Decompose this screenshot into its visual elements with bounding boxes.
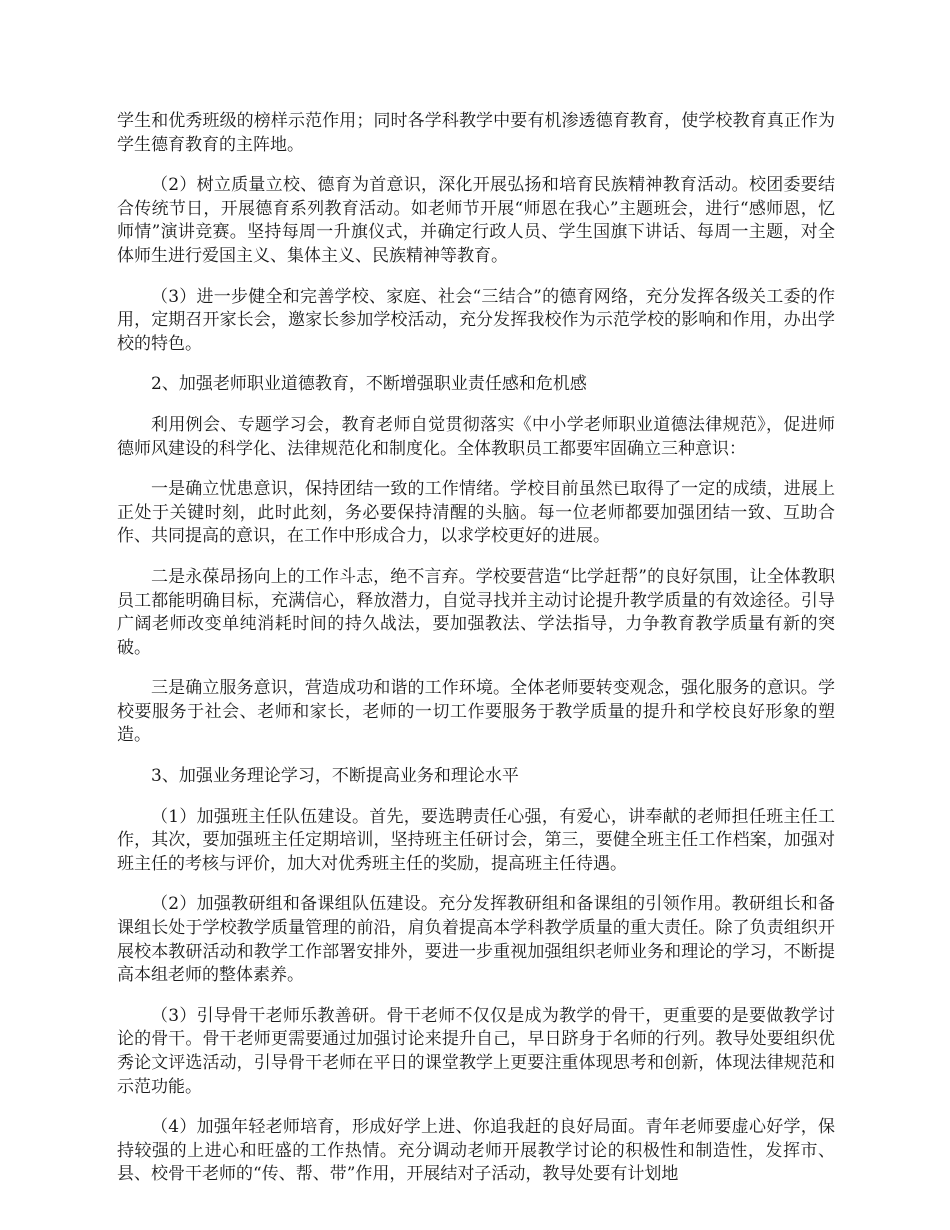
section-heading-2: 2、加强老师职业道德教育，不断增强职业责任感和危机感 bbox=[151, 374, 587, 395]
document-body bbox=[117, 110, 835, 1204]
paragraph-item-3-moral-network: （3）进一步健全和完善学校、家庭、社会“三结合”的德育网络，充分发挥各级关工委的作用，定期召开家长会，邀家长参加学校活动，充分发挥我校作为示范学校的影响和作用，办出学校的特色。 bbox=[117, 286, 835, 354]
paragraph-item-1-head-teachers: （1）加强班主任队伍建设。首先，要选聘责任心强，有爱心，讲奉献的老师担任班主任工作，其次，要加强班主任定期培训，坚持班主任研讨会，第三，要健全班主任工作档案，加强对班主任的考核与评价，加大对优秀班主任的奖励，提高班主任待遇。 bbox=[117, 806, 835, 874]
paragraph-ethics-study: 利用例会、专题学习会，教育老师自觉贯彻落实《中小学老师职业道德法律规范》，促进师德师风建设的科学化、法律规范化和制度化。全体教职员工都要牢固确立三种意识： bbox=[117, 414, 835, 459]
paragraph-item-4-young-teachers: （4）加强年轻老师培育，形成好学上进、你追我赶的良好局面。青年老师要虚心好学，保持较强的上进心和旺盛的工作热情。充分调动老师开展教学讨论的积极性和制造性，发挥市、县、校骨干老师的“传、帮、带”作用，开展结对子活动，教导处要有计划地 bbox=[117, 1117, 835, 1185]
paragraph-continued: 学生和优秀班级的榜样示范作用；同时各学科教学中要有机渗透德育教育，使学校教育真正作为学生德育教育的主阵地。 bbox=[117, 111, 835, 155]
paragraph-item-2-research-groups: （2）加强教研组和备课组队伍建设。充分发挥教研组和备课组的引领作用。教研组长和备课组长处于学校教学质量管理的前沿，肩负着提高本学科教学质量的重大责任。除了负责组织开展校本教研活动和教学工作部署安排外，要进一步重视加强组织老师业务和理论的学习，不断提高本组老师的整体素养。 bbox=[117, 894, 835, 986]
paragraph-awareness-2: 二是永葆昂扬向上的工作斗志，绝不言弃。学校要营造“比学赶帮”的良好氛围，让全体教职员工都能明确目标，充满信心，释放潜力，自觉寻找并主动讨论提升教学质量的有效途径。引导广阔老师改变单纯消耗时间的持久战法，要加强教法、学法指导，力争教育教学质量有新的突破。 bbox=[117, 566, 835, 658]
paragraph-awareness-3: 三是确立服务意识，营造成功和谐的工作环境。全体老师要转变观念，强化服务的意识。学校要服务于社会、老师和家长，老师的一切工作要服务于教学质量的提升和学校良好形象的塑造。 bbox=[117, 678, 835, 746]
paragraph-item-3-key-teachers: （3）引导骨干老师乐教善研。骨干老师不仅仅是成为教学的骨干，更重要的是要做教学讨论的骨干。骨干老师更需要通过加强讨论来提升自己，早日跻身于名师的行列。教导处要组织优秀论文评选活动，引导骨干老师在平日的课堂教学上更要注重体现思考和创新，体现法律规范和示范功能。 bbox=[117, 1005, 835, 1097]
paragraph-awareness-1: 一是确立忧患意识，保持团结一致的工作情绪。学校目前虽然已取得了一定的成绩，进展上正处于关键时刻，此时此刻，务必要保持清醒的头脑。每一位老师都要加强团结一致、互助合作、共同提高的意识，在工作中形成合力，以求学校更好的进展。 bbox=[117, 479, 835, 547]
paragraph-item-2-moral-awareness: （2）树立质量立校、德育为首意识，深化开展弘扬和培育民族精神教育活动。校团委要结合传统节日，开展德育系列教育活动。如老师节开展“师恩在我心”主题班会，进行“感师恩，忆师情”演讲竞赛。坚持每周一升旗仪式，并确定行政人员、学生国旗下讲话、每周一主题，对全体师生进行爱国主义、集体主义、民族精神等教育。 bbox=[117, 175, 835, 266]
section-heading-3: 3、加强业务理论学习，不断提高业务和理论水平 bbox=[151, 766, 519, 787]
